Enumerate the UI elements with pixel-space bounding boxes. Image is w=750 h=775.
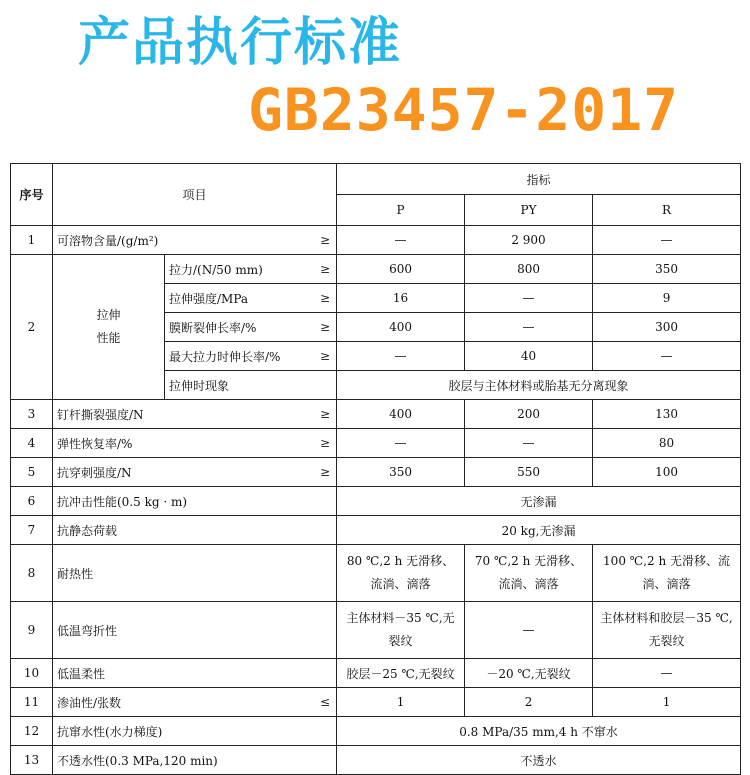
table-row [11, 717, 741, 746]
value-p: 400 [337, 313, 465, 342]
row-symbol: ≥ [293, 400, 337, 429]
header-r: R [593, 195, 741, 226]
value-py: －20 ℃,无裂纹 [465, 659, 593, 688]
value-p: 主体材料－35 ℃,无裂纹 [337, 602, 465, 659]
row-item: 渗油性/张数 [53, 688, 293, 717]
value-py: 800 [465, 255, 593, 284]
value-r: 130 [593, 400, 741, 429]
row-item: 抗穿刺强度/N [53, 458, 293, 487]
value-all: 无渗漏 [337, 487, 741, 516]
row-number: 9 [11, 602, 53, 659]
row-number: 2 [11, 255, 53, 400]
table-row [11, 487, 741, 516]
standard-code: GB23457-2017 [248, 76, 680, 144]
value-py: — [465, 313, 593, 342]
value-p: 80 ℃,2 h 无滑移、流淌、滴落 [337, 545, 465, 602]
table-row [11, 545, 741, 602]
row-item: 抗冲击性能(0.5 kg · m) [53, 487, 337, 516]
value-p: 16 [337, 284, 465, 313]
row-item: 可溶物含量/(g/m²) [53, 226, 293, 255]
value-py: 2 [465, 688, 593, 717]
row-item: 钉杆撕裂强度/N [53, 400, 293, 429]
tensile-group-label: 拉伸 性能 [53, 255, 165, 400]
value-all: 胶层与主体材料或胎基无分离现象 [337, 371, 741, 400]
header-row [11, 164, 741, 195]
value-p: — [337, 429, 465, 458]
value-p: — [337, 226, 465, 255]
row-number: 7 [11, 516, 53, 545]
row-item: 低温柔性 [53, 659, 337, 688]
row-number: 3 [11, 400, 53, 429]
value-py: 550 [465, 458, 593, 487]
table-row [11, 400, 741, 429]
value-py: 200 [465, 400, 593, 429]
table-row [11, 255, 741, 284]
header-index: 指标 [337, 164, 741, 195]
value-py: 40 [465, 342, 593, 371]
row-item: 弹性恢复率/% [53, 429, 293, 458]
value-r: — [593, 226, 741, 255]
row-item: 膜断裂伸长率/% [165, 313, 293, 342]
row-symbol: ≥ [293, 429, 337, 458]
row-symbol: ≥ [293, 342, 337, 371]
table-row [11, 688, 741, 717]
value-all: 0.8 MPa/35 mm,4 h 不窜水 [337, 717, 741, 746]
value-p: 600 [337, 255, 465, 284]
value-p: 胶层－25 ℃,无裂纹 [337, 659, 465, 688]
header-item: 项目 [53, 164, 337, 226]
row-symbol: ≥ [293, 255, 337, 284]
value-p: — [337, 342, 465, 371]
row-number: 13 [11, 746, 53, 775]
value-p: 400 [337, 400, 465, 429]
row-item: 最大拉力时伸长率/% [165, 342, 293, 371]
row-symbol: ≥ [293, 458, 337, 487]
row-item: 抗静态荷载 [53, 516, 337, 545]
header-p: P [337, 195, 465, 226]
value-r: 350 [593, 255, 741, 284]
row-symbol: ≥ [293, 226, 337, 255]
row-number: 4 [11, 429, 53, 458]
value-r: 300 [593, 313, 741, 342]
table-row [11, 458, 741, 487]
value-all: 不透水 [337, 746, 741, 775]
row-number: 1 [11, 226, 53, 255]
table-row [11, 602, 741, 659]
value-r: 主体材料和胶层－35 ℃,无裂纹 [593, 602, 741, 659]
row-number: 5 [11, 458, 53, 487]
table-row [11, 516, 741, 545]
row-item: 不透水性(0.3 MPa,120 min) [53, 746, 337, 775]
value-p: 1 [337, 688, 465, 717]
row-item: 低温弯折性 [53, 602, 337, 659]
row-number: 6 [11, 487, 53, 516]
value-py: 70 ℃,2 h 无滑移、流淌、滴落 [465, 545, 593, 602]
value-py: — [465, 284, 593, 313]
header-py: PY [465, 195, 593, 226]
row-number: 10 [11, 659, 53, 688]
value-r: 80 [593, 429, 741, 458]
header-seq: 序号 [11, 164, 53, 226]
row-item: 拉伸强度/MPa [165, 284, 293, 313]
table-row [11, 746, 741, 775]
row-item: 拉伸时现象 [165, 371, 337, 400]
value-r: 100 ℃,2 h 无滑移、流淌、滴落 [593, 545, 741, 602]
row-number: 11 [11, 688, 53, 717]
value-py: 2 900 [465, 226, 593, 255]
page-title: 产品执行标准 [78, 13, 403, 73]
value-p: 350 [337, 458, 465, 487]
value-py: — [465, 429, 593, 458]
table-row [11, 429, 741, 458]
row-number: 8 [11, 545, 53, 602]
value-all: 20 kg,无渗漏 [337, 516, 741, 545]
table-row [11, 226, 741, 255]
row-number: 12 [11, 717, 53, 746]
value-r: 1 [593, 688, 741, 717]
row-symbol: ≥ [293, 313, 337, 342]
row-symbol: ≤ [293, 688, 337, 717]
row-item: 耐热性 [53, 545, 337, 602]
standard-table [10, 163, 741, 775]
row-symbol: ≥ [293, 284, 337, 313]
value-py: — [465, 602, 593, 659]
row-item: 抗窜水性(水力梯度) [53, 717, 337, 746]
value-r: 100 [593, 458, 741, 487]
value-r: — [593, 342, 741, 371]
value-r: 9 [593, 284, 741, 313]
table-row [11, 659, 741, 688]
value-r: — [593, 659, 741, 688]
row-item: 拉力/(N/50 mm) [165, 255, 293, 284]
